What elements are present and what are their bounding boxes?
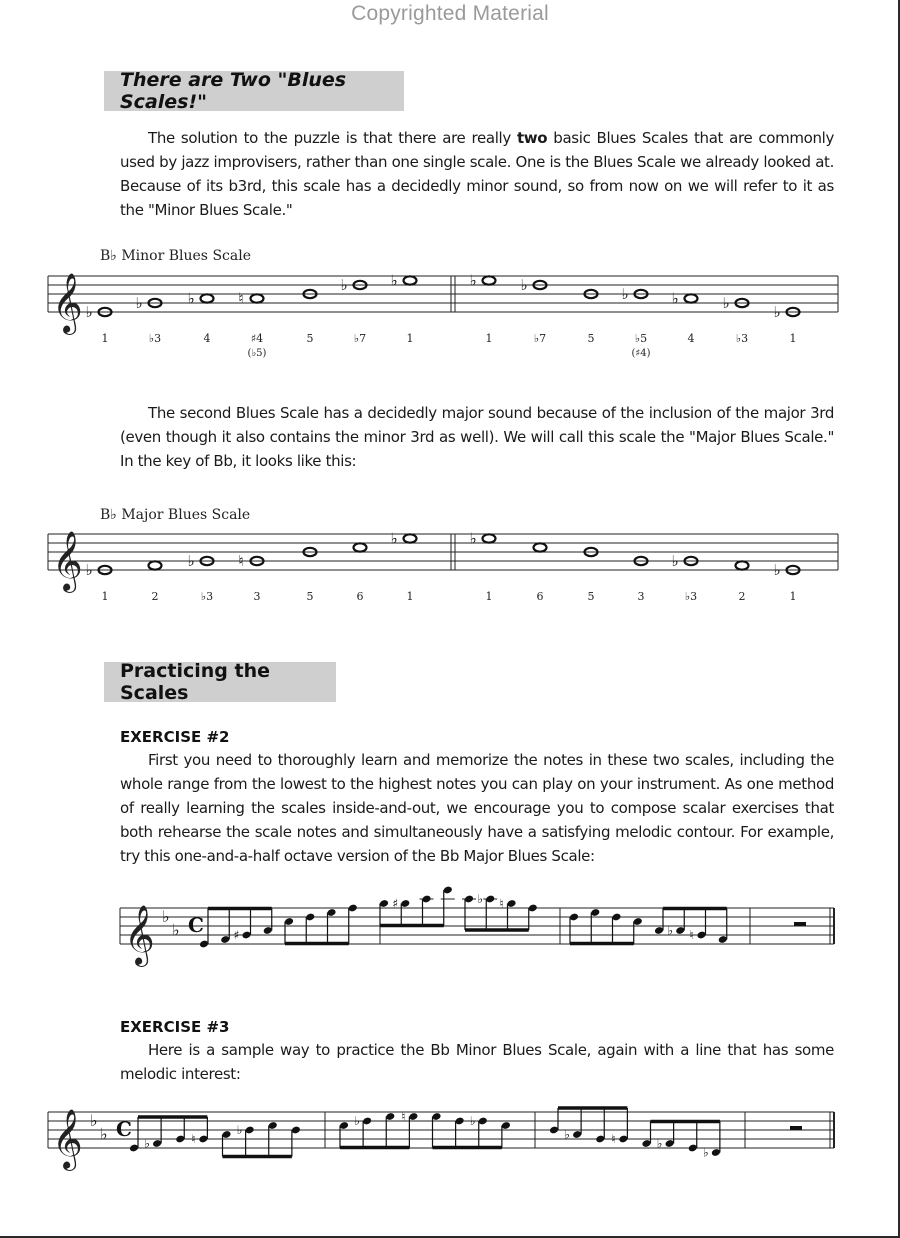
whole-note (404, 534, 417, 542)
alternate-degree-label: (♯4) (631, 348, 651, 359)
scale-degree-label: 1 (485, 332, 493, 345)
accidental-icon: ♭ (520, 276, 528, 294)
accidental-icon: ♭ (135, 294, 143, 312)
scale-degree-label: 1 (101, 590, 109, 603)
major-scale-text: The second Blues Scale has a decidedly major sound because of the inclusion of the major 3rd (even though it also contains the minor 3rd as well). We will call this scale the "Major Blues Scale." In the key of Bb, it looks like this: (120, 404, 834, 470)
scale-degree-label: 6 (356, 590, 364, 603)
scale-degree-label: ♭7 (533, 332, 547, 345)
accidental-icon: ♯ (233, 928, 240, 942)
key-signature-flat-icon: ♭ (162, 907, 170, 926)
scale-degree-label: 1 (789, 332, 797, 345)
intro-text-bold: two (516, 129, 548, 147)
accidental-icon: ♭ (477, 892, 484, 906)
half-rest-icon (794, 922, 806, 926)
accidental-icon: ♯ (392, 896, 399, 911)
accidental-icon: ♭ (722, 294, 730, 312)
exercise-2-text (120, 748, 834, 868)
exercise-2-staff (0, 880, 900, 980)
section-heading-text: Practicing the Scales (120, 660, 270, 704)
accidental-icon: ♭ (354, 1114, 360, 1128)
accidental-icon: ♭ (621, 285, 629, 303)
accidental-icon: ♭ (85, 561, 93, 579)
exercise-2-body: First you need to thoroughly learn and memorize the notes in these two scales, including the whole range from the lowest to the highest notes you can play on your instrument. As one method of really learning the scales inside-and-out, we encourage you to compose scalar exercises that both rehearse the scale notes and simultaneously have a satisfying melodic contour. For example, try this one-and-a-half octave version of the Bb Major Blues Scale: (120, 751, 834, 865)
scale-degree-label: 5 (306, 332, 314, 345)
copyright-watermark: Copyrighted Material (351, 2, 549, 25)
accidental-icon: ♭ (390, 529, 398, 548)
exercise-3-body: Here is a sample way to practice the Bb Minor Blues Scale, again with a line that has some melodic interest: (120, 1041, 834, 1083)
accidental-icon: ♭ (773, 561, 781, 579)
accidental-icon: ♮ (689, 928, 694, 942)
accidental-icon: ♭ (671, 552, 679, 570)
exercise-3-text (120, 1038, 834, 1086)
scale-degree-label: ♭3 (200, 590, 214, 603)
major-scale-paragraph (120, 401, 834, 473)
major-scale-label: B♭ Major Blues Scale (100, 507, 251, 523)
accidental-icon: ♭ (703, 1145, 709, 1160)
time-signature: C (116, 1117, 132, 1141)
scale-degree-label: 3 (253, 590, 261, 603)
whole-note (251, 294, 264, 302)
whole-note (534, 543, 547, 551)
exercise-3-title: EXERCISE #3 (120, 1018, 230, 1036)
whole-note (483, 534, 496, 542)
whole-note (736, 561, 749, 569)
whole-note (354, 543, 367, 551)
scale-degree-label: ♭3 (148, 332, 162, 345)
accidental-icon: ♮ (401, 1109, 406, 1124)
treble-clef-icon: 𝄞 (52, 1109, 83, 1169)
section-heading-text: There are Two "Blues Scales!" (120, 69, 347, 113)
whole-note (149, 561, 162, 569)
whole-note (483, 276, 496, 284)
key-signature-flat-icon: ♭ (172, 920, 180, 940)
accidental-icon: ♭ (671, 289, 679, 308)
accidental-icon: ♭ (773, 303, 781, 321)
scale-degree-label: ♭5 (634, 332, 648, 345)
accidental-icon: ♭ (667, 923, 674, 938)
key-signature-flat-icon: ♭ (100, 1124, 108, 1144)
scale-degree-label: ♭3 (684, 590, 698, 603)
scale-degree-label: ♯4 (250, 332, 264, 345)
accidental-icon: ♮ (238, 289, 244, 308)
scale-degree-label: 3 (637, 590, 645, 603)
scale-degree-label: 5 (587, 332, 595, 345)
scale-degree-label: 1 (485, 590, 493, 603)
scale-degree-label: 5 (587, 590, 595, 603)
scale-degree-label: 4 (687, 332, 695, 345)
accidental-icon: ♭ (187, 552, 195, 570)
scale-degree-label: 6 (536, 590, 544, 603)
scale-degree-label: 1 (406, 590, 414, 603)
scale-degree-label: ♭7 (353, 332, 367, 345)
accidental-icon: ♮ (611, 1132, 616, 1146)
treble-clef-icon: 𝄞 (52, 273, 83, 333)
intro-text-end: basic Blues Scales that are commonly used by jazz improvisers, rather than one single scale. One is the Blues Scale we already looked at. Because of its b3rd, this scale has a decidedly minor sound, so from now on we will refer to it as the "Minor Blues Scale." (120, 129, 834, 219)
key-signature-flat-icon: ♭ (90, 1111, 98, 1130)
section-heading-practicing (104, 662, 336, 702)
accidental-icon: ♮ (499, 896, 504, 911)
accidental-icon: ♭ (236, 1123, 243, 1137)
accidental-icon: ♭ (187, 289, 195, 308)
scale-degree-label: 1 (101, 332, 109, 345)
exercise-3-staff (0, 1084, 900, 1184)
scale-degree-label: 1 (789, 590, 797, 603)
accidental-icon: ♭ (144, 1136, 150, 1151)
minor-blues-scale-staff (0, 262, 900, 372)
scale-degree-label: 1 (406, 332, 414, 345)
accidental-icon: ♭ (85, 303, 93, 321)
whole-note (201, 294, 214, 302)
scale-degree-label: 5 (306, 590, 314, 603)
scale-degree-label: 2 (738, 590, 746, 603)
accidental-icon: ♭ (390, 271, 398, 290)
scale-degree-label: 4 (203, 332, 211, 345)
scale-degree-label: ♭3 (735, 332, 749, 345)
whole-note (685, 294, 698, 302)
accidental-icon: ♭ (469, 529, 477, 548)
accidental-icon: ♭ (469, 271, 477, 290)
treble-clef-icon: 𝄞 (52, 531, 83, 591)
accidental-icon: ♭ (469, 1114, 476, 1128)
intro-text-start: The solution to the puzzle is that there are really (148, 129, 517, 147)
accidental-icon: ♭ (656, 1136, 663, 1151)
whole-note (404, 276, 417, 284)
intro-paragraph (120, 126, 834, 222)
section-heading-two-blues-scales (104, 71, 404, 111)
scale-degree-label: 2 (151, 590, 159, 603)
accidental-icon: ♮ (191, 1132, 196, 1146)
treble-clef-icon: 𝄞 (124, 905, 155, 965)
time-signature: C (188, 913, 204, 937)
accidental-icon: ♭ (340, 276, 348, 294)
half-rest-icon (790, 1126, 802, 1130)
alternate-degree-label: (♭5) (247, 348, 267, 359)
minor-scale-label: B♭ Minor Blues Scale (100, 248, 251, 264)
accidental-icon: ♮ (238, 552, 244, 570)
exercise-2-title: EXERCISE #2 (120, 728, 230, 746)
major-blues-scale-staff (0, 520, 900, 610)
accidental-icon: ♭ (564, 1127, 570, 1142)
